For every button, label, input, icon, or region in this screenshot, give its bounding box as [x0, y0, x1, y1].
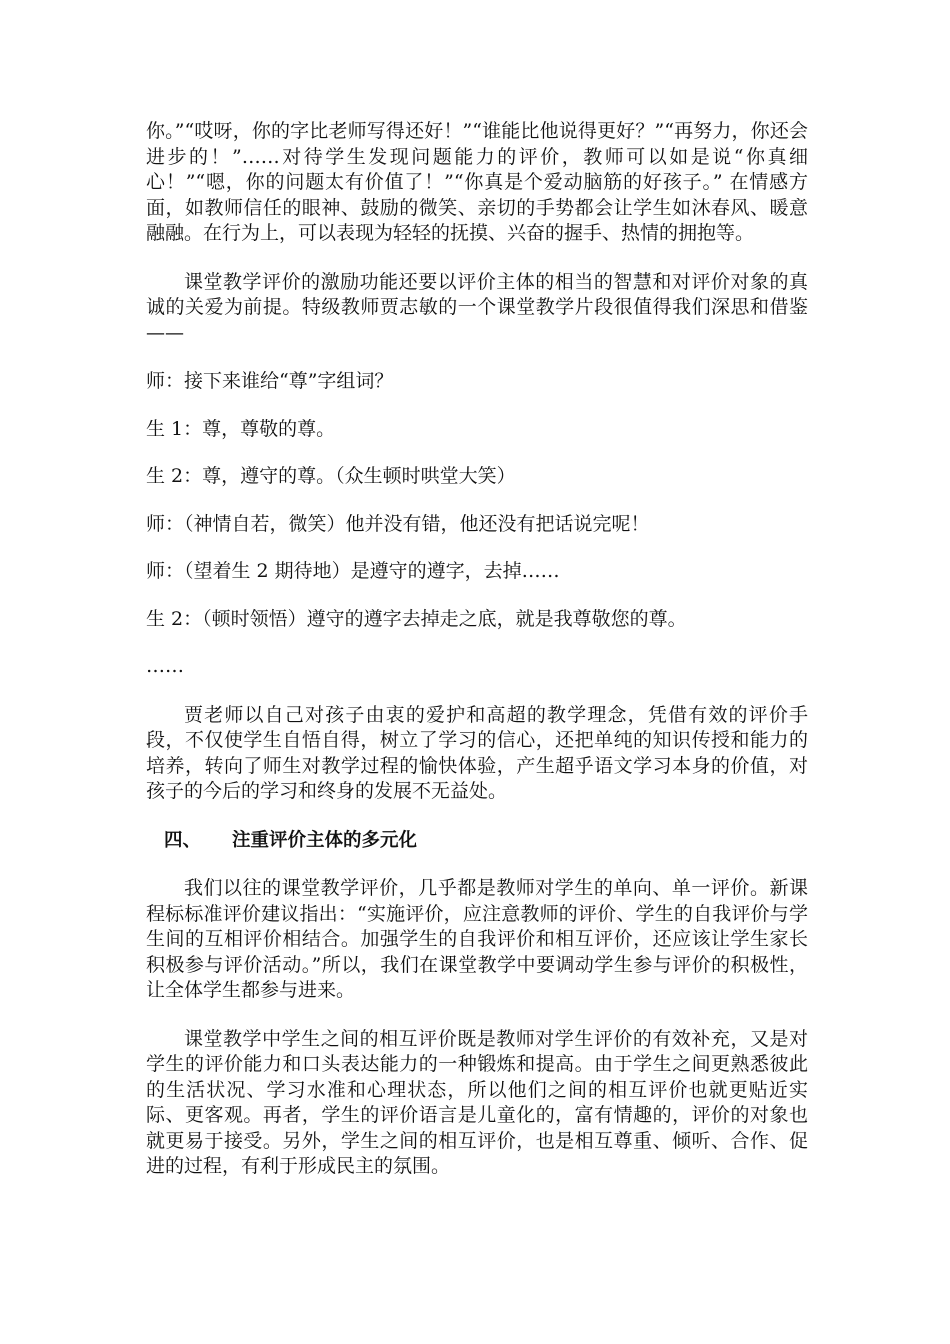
paragraph-teacher-commentary: 贾老师以自己对孩子由衷的爱护和高超的教学理念，凭借有效的评价手段，不仅使学生自悟自得，树立了学习的信心，还把单纯的知识传授和能力的培养，转向了师生对教学过程的愉快体验，产生超乎语文学习本身的价值，对孩子的今后的学习和终身的发展不无益处。	[146, 703, 808, 802]
paragraph-evaluation-diversity: 我们以往的课堂教学评价，几乎都是教师对学生的单向、单一评价。新课程标标准评价建议指出：“实施评价，应注意教师的评价、学生的自我评价与学生间的互相评价相结合。加强学生的自我评价和相互评价，还应该让学生家长积极参与评价活动。”所以，我们在课堂教学中要调动学生参与评价的积极性，让全体学生都参与进来。	[146, 877, 808, 1001]
dialog-line: 师：接下来谁给“尊”字组词？	[146, 370, 394, 392]
section-number: 四、	[164, 829, 202, 851]
paragraph-peer-evaluation: 课堂教学中学生之间的相互评价既是教师对学生评价的有效补充，又是对学生的评价能力和口头表达能力的一种锻炼和提高。由于学生之间更熟悉彼此的生活状况、学习水准和心理状态，所以他们之间的相互评价也就更贴近实际、更客观。再者，学生的评价语言是儿童化的，富有情趣的，评价的对象也就更易于接受。另外，学生之间的相互评价，也是相互尊重、倾听、合作、促进的过程，有利于形成民主的氛围。	[146, 1027, 808, 1177]
paragraph-praise-examples: 你。”“哎呀，你的字比老师写得还好！”“谁能比他说得更好？”“再努力，你还会进步的！”……对待学生发现问题能力的评价，教师可以如是说“你真细心！”“嗯，你的问题太有价值了！”“你真是个爱动脑筋的好孩子。” 在情感方面，如教师信任的眼神、鼓励的微笑、亲切的手势都会让学生如沐春风、暖意融融。在行为上，可以表现为轻轻的抚摸、兴奋的握手、热情的拥抱等。	[146, 120, 808, 244]
section-title: 注重评价主体的多元化	[232, 829, 418, 851]
dialog-line: 生 2：（顿时领悟）遵守的遵字去掉走之底，就是我尊敬您的尊。	[146, 607, 687, 630]
document-page	[146, 119, 808, 1180]
section-heading	[146, 828, 808, 854]
dialog-line: 师：（望着生 2 期待地）是遵守的遵字，去掉……	[146, 560, 560, 582]
paragraph-incentive-premise: 课堂教学评价的激励功能还要以评价主体的相当的智慧和对评价对象的真诚的关爱为前提。特级教师贾志敏的一个课堂教学片段很值得我们深思和借鉴——	[146, 270, 808, 344]
dialog-ellipsis: ……	[146, 655, 184, 677]
dialog-line: 生 2：尊，遵守的尊。（众生顿时哄堂大笑）	[146, 465, 516, 487]
dialog-line: 师：（神情自若，微笑）他并没有错，他还没有把话说完呢！	[146, 512, 650, 535]
dialog-line: 生 1：尊，尊敬的尊。	[146, 417, 336, 440]
